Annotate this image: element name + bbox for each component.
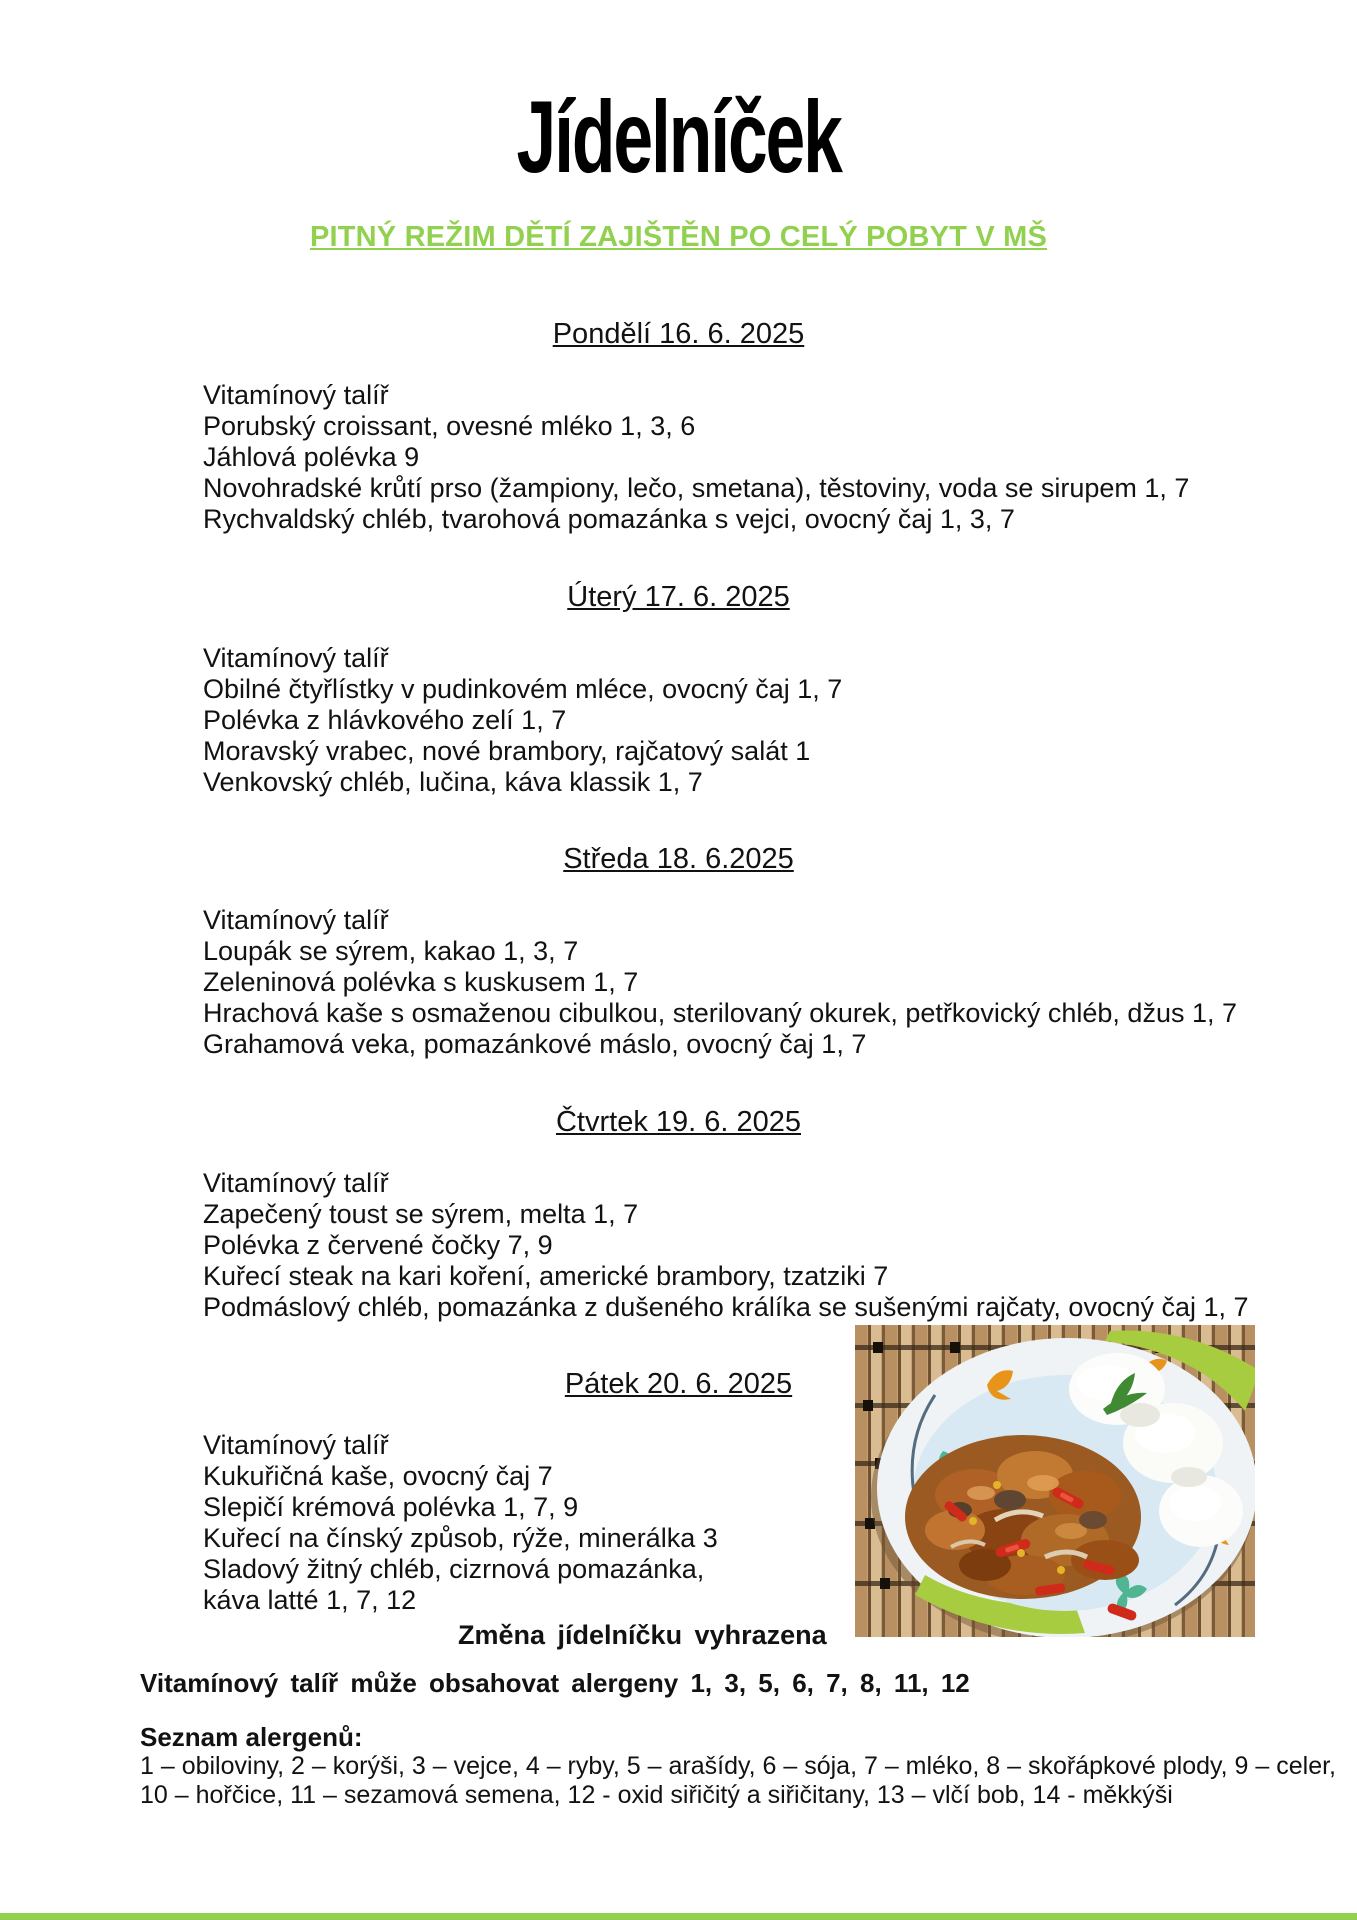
bottom-green-line [0,1913,1357,1920]
menu-line: Novohradské krůtí prso (žampiony, lečo, smetana), těstoviny, voda se sirupem 1, 7 [203,473,1190,503]
page-title: Jídelníček [516,80,841,194]
allergen-list-line: 10 – hořčice, 11 – sezamová semena, 12 - oxid siřičitý a siřičitany, 13 – vlčí bob, 14 - měkkýši [140,1781,1173,1809]
menu-line: Grahamová veka, pomazánkové máslo, ovocný čaj 1, 7 [203,1029,867,1059]
allergen-list-title: Seznam alergenů: [140,1722,363,1752]
menu-line: Polévka z hlávkového zelí 1, 7 [203,705,567,735]
menu-line: Obilné čtyřlístky v pudinkovém mléce, ovocný čaj 1, 7 [203,674,843,704]
menu-line: Podmáslový chléb, pomazánka z dušeného králíka se sušenými rajčaty, ovocný čaj 1, 7 [203,1292,1249,1322]
day-menu-lines [0,1168,1357,1323]
menu-line: Porubský croissant, ovesné mléko 1, 3, 6 [203,411,696,441]
menu-line: Zapečený toust se sýrem, melta 1, 7 [203,1199,639,1229]
allergen-list-line: 1 – obiloviny, 2 – korýši, 3 – vejce, 4 – ryby, 5 – arašídy, 6 – sója, 7 – mléko, 8 – skořápkové plody, 9 – celer, [140,1752,1336,1780]
menu-line: Jáhlová polévka 9 [203,442,420,472]
menu-line: Vitamínový talíř [203,1168,389,1198]
menu-line: Rychvaldský chléb, tvarohová pomazánka s vejci, ovocný čaj 1, 3, 7 [203,504,1015,534]
menu-change-note: Změna jídelníčku vyhrazena [458,1620,827,1650]
day-menu-lines [0,380,1357,535]
menu-line: Polévka z červené čočky 7, 9 [203,1230,553,1260]
menu-line: káva latté 1, 7, 12 [203,1585,417,1615]
day-section-wednesday [0,843,1357,1060]
day-heading: Čtvrtek 19. 6. 2025 [555,1106,802,1138]
day-section-monday [0,318,1357,535]
menu-line: Vitamínový talíř [203,380,389,410]
day-section-tuesday [0,581,1357,798]
menu-line: Vitamínový talíř [203,905,389,935]
menu-line: Zeleninová polévka s kuskusem 1, 7 [203,967,639,997]
menu-line: Venkovský chléb, lučina, káva klassik 1, 7 [203,767,703,797]
menu-line: Loupák se sýrem, kakao 1, 3, 7 [203,936,579,966]
menu-line: Slepičí krémová polévka 1, 7, 9 [203,1492,579,1522]
drinking-regime-subtitle: PITNÝ REŽIM DĚTÍ ZAJIŠTĚN PO CELÝ POBYT V MŠ [309,221,1048,253]
subtitle-wrap [0,221,1357,254]
vitamin-allergen-note: Vitamínový talíř může obsahovat alergeny 1, 3, 5, 6, 7, 8, 11, 12 [140,1668,970,1698]
food-photo [855,1325,1255,1637]
menu-line: Vitamínový talíř [203,643,389,673]
day-menu-lines [0,643,1357,798]
menu-line: Moravský vrabec, nové brambory, rajčatový salát 1 [203,736,811,766]
menu-line: Sladový žitný chléb, cizrnová pomazánka, [203,1554,705,1584]
menu-line: Kukuřičná kaše, ovocný čaj 7 [203,1461,553,1491]
day-heading: Pondělí 16. 6. 2025 [552,318,805,350]
menu-line: Hrachová kaše s osmaženou cibulkou, sterilovaný okurek, petřkovický chléb, džus 1, 7 [203,998,1238,1028]
day-section-thursday [0,1106,1357,1323]
day-heading: Pátek 20. 6. 2025 [564,1368,793,1400]
page-title-wrap [0,80,1357,194]
menu-line: Kuřecí na čínský způsob, rýže, minerálka 3 [203,1523,718,1553]
food-photo-graphic [855,1325,1255,1637]
menu-line: Vitamínový talíř [203,1430,389,1460]
day-heading: Středa 18. 6.2025 [563,843,794,875]
day-menu-lines [0,905,1357,1060]
day-heading: Úterý 17. 6. 2025 [567,581,790,613]
menu-line: Kuřecí steak na kari koření, americké brambory, tzatziki 7 [203,1261,889,1291]
